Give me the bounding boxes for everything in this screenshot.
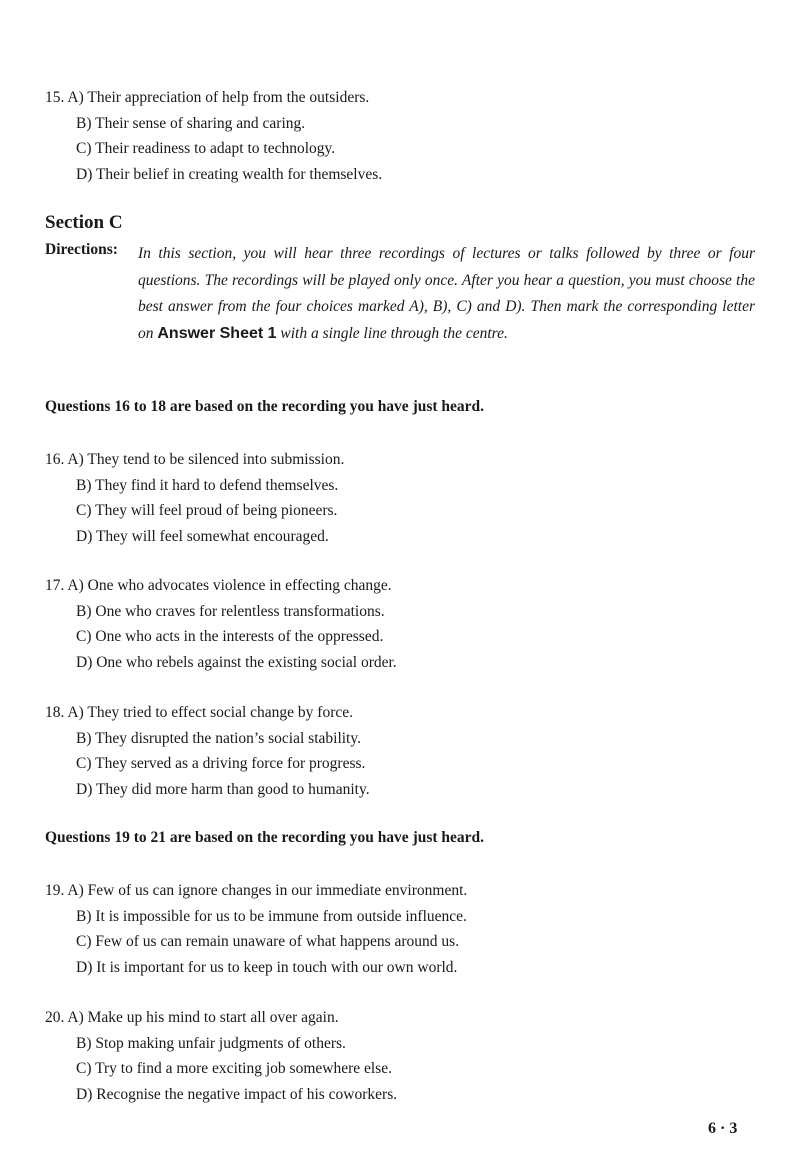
question-16-option-c: C) They will feel proud of being pioneers.: [76, 502, 338, 519]
directions-text: [138, 241, 755, 347]
directions-text-part-1: In this section, you will hear three recordings of lectures or talks followed by three or four questions. The recordings will be played only once. After you hear a question, you must choose the best answer from the four choices marked A), B), C) and D). Then mark the corresponding letter on: [138, 245, 755, 342]
question-18-option-c: C) They served as a driving force for progress.: [76, 755, 366, 772]
question-16-option-b: B) They find it hard to defend themselves.: [76, 476, 339, 494]
question-15-option-d: D) Their belief in creating wealth for themselves.: [76, 165, 383, 183]
section-title: Section C: [45, 212, 123, 233]
question-15-option-b: B) Their sense of sharing and caring.: [76, 114, 306, 132]
question-20-option-a: 20. A) Make up his mind to start all over again.: [45, 1009, 339, 1026]
question-19-option-c: C) Few of us can remain unaware of what happens around us.: [76, 933, 460, 950]
question-18: [45, 700, 765, 802]
question-17-option-a: 17. A) One who advocates violence in effecting change.: [45, 577, 392, 594]
question-19-option-a: 19. A) Few of us can ignore changes in our immediate environment.: [45, 882, 468, 899]
question-17-option-b: B) One who craves for relentless transformations.: [76, 602, 385, 620]
question-18-option-d: D) They did more harm than good to humanity.: [76, 780, 370, 798]
question-15: [45, 85, 765, 187]
question-19-option-b: B) It is impossible for us to be immune from outside influence.: [76, 907, 467, 925]
question-16-option-a: 16. A) They tend to be silenced into submission.: [45, 451, 345, 468]
question-20-option-b: B) Stop making unfair judgments of others.: [76, 1034, 346, 1052]
question-15-option-a: 15. A) Their appreciation of help from the outsiders.: [45, 89, 370, 106]
directions-label: Directions:: [45, 241, 118, 258]
question-19: [45, 878, 765, 980]
question-16-option-d: D) They will feel somewhat encouraged.: [76, 527, 329, 545]
question-15-option-c: C) Their readiness to adapt to technology.: [76, 140, 336, 157]
question-16: [45, 447, 765, 549]
question-19-option-d: D) It is important for us to keep in touch with our own world.: [76, 958, 458, 976]
question-17-option-c: C) One who acts in the interests of the oppressed.: [76, 628, 384, 645]
question-18-option-a: 18. A) They tried to effect social change by force.: [45, 704, 354, 721]
question-18-option-b: B) They disrupted the nation’s social stability.: [76, 729, 361, 747]
questions-16-18-header: Questions 16 to 18 are based on the recording you have just heard.: [45, 398, 485, 415]
question-20-option-d: D) Recognise the negative impact of his coworkers.: [76, 1085, 398, 1103]
directions-text-part-2: with a single line through the centre.: [280, 324, 508, 342]
question-20: [45, 1005, 765, 1107]
answer-sheet-label: Answer Sheet 1: [157, 324, 277, 342]
questions-19-21-header: Questions 19 to 21 are based on the recording you have just heard.: [45, 829, 485, 846]
question-17-option-d: D) One who rebels against the existing social order.: [76, 653, 397, 671]
question-20-option-c: C) Try to find a more exciting job somewhere else.: [76, 1060, 392, 1077]
page-number: 6 · 3: [708, 1120, 738, 1137]
question-17: [45, 573, 765, 675]
